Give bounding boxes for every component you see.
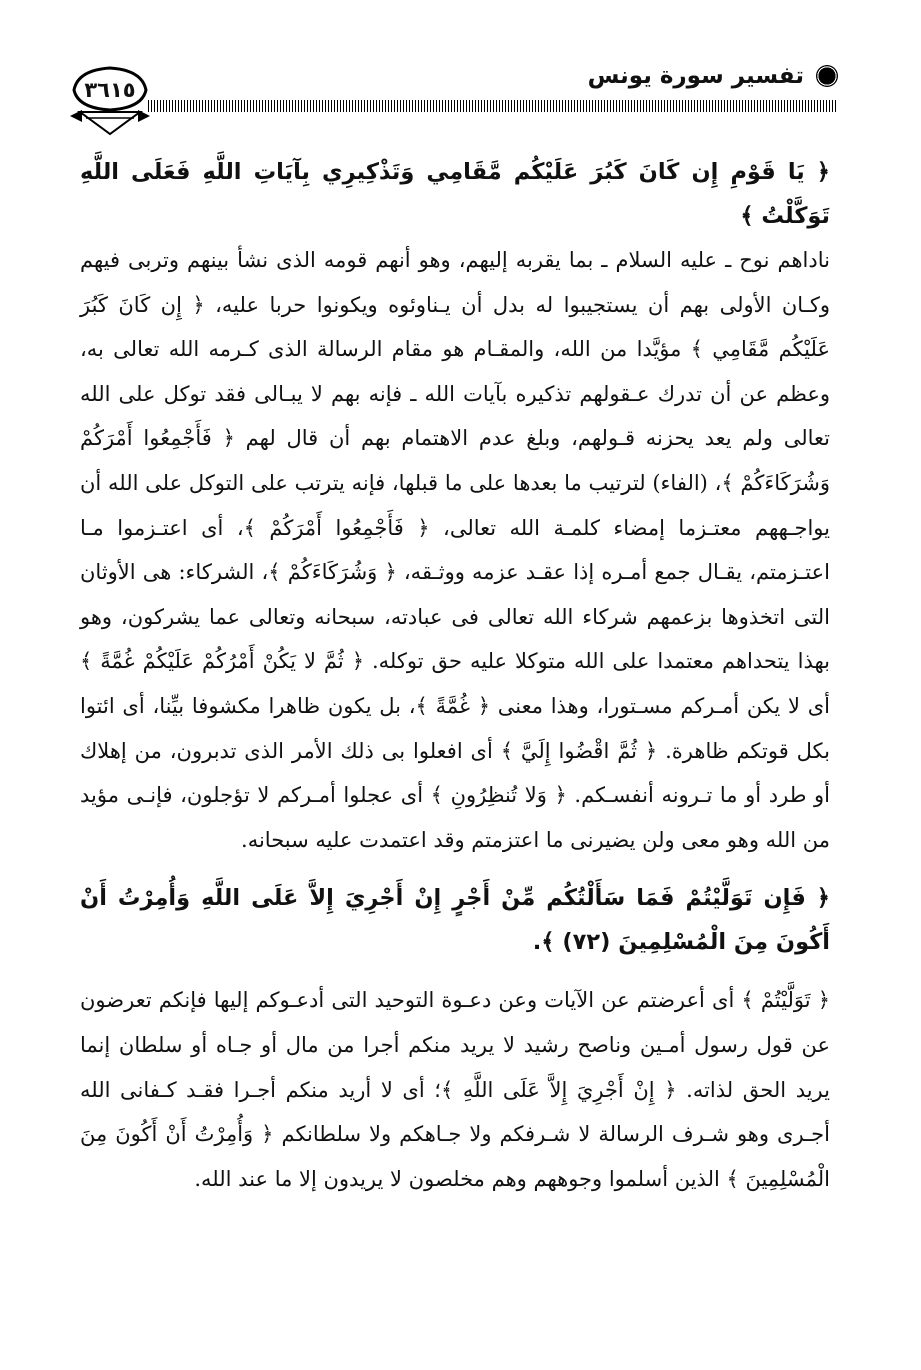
page-body: [80, 150, 830, 1201]
page-number-frame: [68, 60, 152, 136]
commentary-paragraph-1: ناداهم نوح ـ عليه السلام ـ بما يقربه إليهم، وهو أنهم قومه الذى نشأ بينهم وتربى فيهم وكـان الأولى بهم أن يستجيبوا له بدل أن يـناوئوه ويكونوا حربا عليه، ﴿ إِن كَانَ كَبُرَ عَلَيْكُم مَّقَامِي ﴾ مؤيَّدا من الله، والمقـام هو مقام الرسالة الذى كـرمه الله تعالى به، وعظم عن أن تدرك عـقولهم تذكيره بآيات الله ـ فإنه بهم لا يبـالى فقد توكل على الله تعالى ولم يعد يحزنه قـولهم، وبلغ عدم الاهتمام بهم أن قال لهم ﴿ فَأَجْمِعُوا أَمْرَكُمْ وَشُرَكَاءَكُمْ ﴾، (الفاء) لترتيب ما بعدها على ما قبلها، فإنه يترتب على التوكل على الله أن يواجـههم معتـزما إمضاء كلمـة الله تعالى، ﴿ فَأَجْمِعُوا أَمْرَكُمْ ﴾، أى اعتـزموا مـا اعتـزمتم، يقـال جمع أمـره إذا عقـد عزمه ووثـقه، ﴿ وَشُرَكَاءَكُمْ ﴾، الشركاء: هى الأوثان التى اتخذوها بزعمهم شركاء الله تعالى فى عبادته، سبحانه وتعالى عما يشركون، وهو بهذا يتحداهم معتمدا على الله متوكلا عليه حق توكله. ﴿ ثُمَّ لا يَكُنْ أَمْرُكُمْ عَلَيْكُمْ غُمَّةً ﴾ أى لا يكن أمـركم مسـتورا، وهذا معنى ﴿ غُمَّةً ﴾، بل يكون ظاهرا مكشوفا بيِّنا، أى ائتوا بكل قوتكم ظاهرة. ﴿ ثُمَّ اقْضُوا إِلَيَّ ﴾ أى افعلوا بى ذلك الأمر الذى تدبرون، من إهلاك أو طرد أو ما تـرونه أنفسـكم. ﴿ وَلا تُنظِرُونِ ﴾ أى عجلوا أمـركم لا تؤجلون، فإنـى مؤيد من الله وهو معى ولن يضيرنى ما اعتزمتم وقد اعتمدت عليه سبحانه.: [80, 248, 830, 852]
running-title-block: [588, 56, 838, 96]
verse-72: ﴿ فَإِن تَوَلَّيْتُمْ فَمَا سَأَلْتُكُم مِّنْ أَجْرٍ إِنْ أَجْرِيَ إِلاَّ عَلَى اللَّهِ وَأُمِرْتُ أَنْ أَكُونَ مِنَ الْمُسْلِمِينَ (٧٢) ﴾.: [80, 885, 830, 956]
header-rule: [148, 100, 838, 112]
commentary-paragraph-2: ﴿ تَوَلَّيْتُمْ ﴾ أى أعرضتم عن الآيات وعن دعـوة التوحيد التى أدعـوكم إليها فإنكم تعرضون عن قول رسول أمـين وناصح رشيد لا يريد منكم أجرا من مال أو جـاه أو سلطان إنما يريد الحق لذاته. ﴿ إِنْ أَجْرِيَ إِلاَّ عَلَى اللَّهِ ﴾؛ أى لا أريد منكم أجـرا فقـد كـفانى الله أجـرى وهو شـرف الرسالة لا شـرفكم ولا جـاهكم ولا سلطانكم ﴿ وَأُمِرْتُ أَنْ أَكُونَ مِنَ الْمُسْلِمِينَ ﴾ الذين أسلموا وجوههم وهم مخلصون لا يريدون إلا ما عند الله.: [80, 988, 830, 1191]
verse-71: ﴿ يَا قَوْمِ إِن كَانَ كَبُرَ عَلَيْكُم مَّقَامِي وَتَذْكِيرِي بِآيَاتِ اللَّهِ فَعَلَى اللَّهِ تَوَكَّلْتُ ﴾: [80, 159, 830, 229]
page-number: ٣٦١٥: [84, 78, 136, 102]
spacer: [80, 862, 830, 876]
page-header: [68, 52, 838, 142]
flower-ornament-icon: [816, 65, 838, 87]
spacer: [80, 964, 830, 978]
running-title: تفسير سورة يونس: [587, 63, 804, 89]
